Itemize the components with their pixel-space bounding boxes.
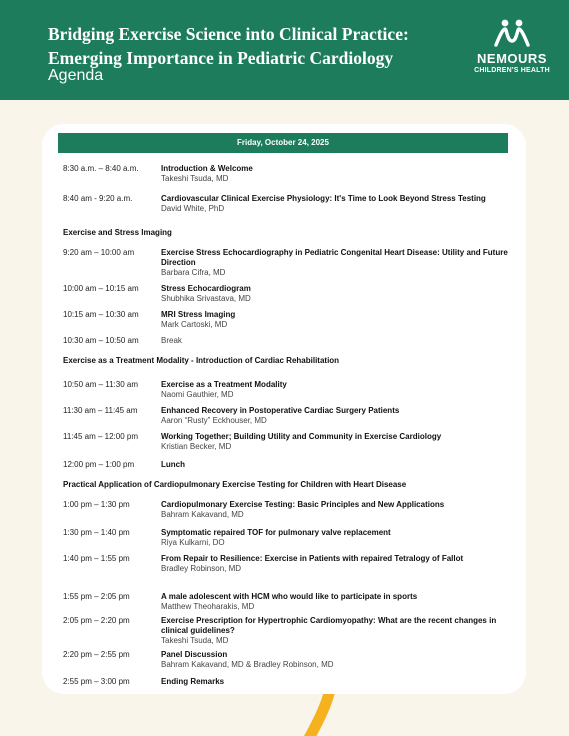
session-speaker: Bradley Robinson, MD [161,564,242,573]
session-speaker: Riya Kulkarni, DO [161,538,225,547]
session-speaker: Bahram Kakavand, MD & Bradley Robinson, MD [161,660,334,669]
session-title: From Repair to Resilience: Exercise in Patients with repaired Tetralogy of Fallot [161,554,464,563]
agenda-detail [161,248,513,278]
agenda-item [63,164,513,184]
header-banner [0,0,569,100]
agenda-detail [161,554,513,574]
session-speaker: Barbara Cifra, MD [161,268,226,277]
agenda-item [63,284,513,304]
session-title: Exercise Stress Echocardiography in Pediatric Congenital Heart Disease: Utility and Future Direction [161,248,508,267]
agenda-time: 8:40 am - 9:20 a.m. [63,194,133,203]
agenda-detail [161,336,513,346]
agenda-detail [161,310,513,330]
agenda-item [63,380,513,400]
session-title: Symptomatic repaired TOF for pulmonary valve replacement [161,528,391,537]
session-title: Introduction & Welcome [161,164,253,173]
agenda-item [63,336,513,346]
agenda-time: 12:00 pm – 1:00 pm [63,460,135,469]
agenda-detail [161,194,513,214]
session-title: MRI Stress Imaging [161,310,236,319]
agenda-detail [161,677,513,687]
nemours-figures-icon [492,18,532,50]
agenda-card [42,124,526,694]
agenda-time: 2:55 pm – 3:00 pm [63,677,130,686]
session-title: Working Together; Building Utility and Community in Exercise Cardiology [161,432,442,441]
agenda-item [63,554,513,574]
session-title: A male adolescent with HCM who would like to participate in sports [161,592,418,601]
session-speaker: Bahram Kakavand, MD [161,510,244,519]
agenda-item [63,677,513,687]
title-line-1: Bridging Exercise Science into Clinical Practice: [48,24,409,44]
agenda-item [63,248,513,278]
agenda-time: 10:00 am – 10:15 am [63,284,139,293]
agenda-detail [161,650,513,670]
agenda-time: 1:55 pm – 2:05 pm [63,592,130,601]
session-speaker: Mark Cartoski, MD [161,320,228,329]
agenda-time: 2:05 pm – 2:20 pm [63,616,130,625]
agenda-item [63,500,513,520]
nemours-logo [468,18,556,75]
session-speaker: Matthew Theoharakis, MD [161,602,255,611]
agenda-time: 9:20 am – 10:00 am [63,248,135,257]
session-title: Panel Discussion [161,650,228,659]
session-title: Ending Remarks [161,677,225,686]
session-title: Lunch [161,460,185,469]
agenda-detail [161,528,513,548]
section-heading: Exercise and Stress Imaging [63,228,172,237]
agenda-subtitle: Agenda [48,67,104,84]
agenda-item [63,460,513,470]
agenda-item [63,616,513,646]
section-heading: Practical Application of Cardiopulmonary Exercise Testing for Children with Heart Disease [63,480,407,489]
session-speaker: Shubhika Srivastava, MD [161,294,251,303]
session-title: Exercise as a Treatment Modality [161,380,287,389]
agenda-item [63,592,513,612]
agenda-detail [161,460,513,470]
session-speaker: Takeshi Tsuda, MD [161,174,229,183]
agenda-detail [161,432,513,452]
title-line-2: Emerging Importance in Pediatric Cardiology [48,48,394,68]
logo-name: NEMOURS [477,51,547,66]
agenda-item [63,432,513,452]
agenda-time: 1:30 pm – 1:40 pm [63,528,130,537]
agenda-time: 8:30 a.m. – 8:40 a.m. [63,164,139,173]
session-title: Exercise Prescription for Hypertrophic Cardiomyopathy: What are the recent changes in clinical guidelines? [161,616,497,635]
session-title: Enhanced Recovery in Postoperative Cardiac Surgery Patients [161,406,400,415]
agenda-detail [161,500,513,520]
agenda-item [63,650,513,670]
session-title: Stress Echocardiogram [161,284,251,293]
agenda-detail [161,616,513,646]
agenda-time: 11:30 am – 11:45 am [63,406,138,415]
session-speaker: Aaron “Rusty” Eckhouser, MD [161,416,267,425]
session-speaker: Kristian Becker, MD [161,442,232,451]
agenda-time: 10:30 am – 10:50 am [63,336,139,345]
agenda-item [63,194,513,214]
agenda-item [63,528,513,548]
agenda-time: 11:45 am – 12:00 pm [63,432,139,441]
session-speaker: Takeshi Tsuda, MD [161,636,229,645]
date-bar: Friday, October 24, 2025 [58,133,508,153]
session-speaker: David White, PhD [161,204,225,213]
session-title: Cardiovascular Clinical Exercise Physiology: It's Time to Look Beyond Stress Testing [161,194,486,203]
page-title [48,22,409,70]
section-heading: Exercise as a Treatment Modality - Introduction of Cardiac Rehabilitation [63,356,340,365]
agenda-item [63,406,513,426]
logo-subtitle: CHILDREN'S HEALTH [474,67,550,74]
agenda-time: 2:20 pm – 2:55 pm [63,650,130,659]
agenda-item [63,310,513,330]
agenda-detail [161,592,513,612]
agenda-detail [161,164,513,184]
agenda-time: 10:50 am – 11:30 am [63,380,139,389]
session-title: Cardiopulmonary Exercise Testing: Basic Principles and New Applications [161,500,445,509]
agenda-time: 1:00 pm – 1:30 pm [63,500,130,509]
agenda-time: 1:40 pm – 1:55 pm [63,554,130,563]
session-note: Break [161,336,182,345]
agenda-detail [161,406,513,426]
agenda-time: 10:15 am – 10:30 am [63,310,139,319]
agenda-detail [161,284,513,304]
session-speaker: Naomi Gauthier, MD [161,390,234,399]
agenda-detail [161,380,513,400]
